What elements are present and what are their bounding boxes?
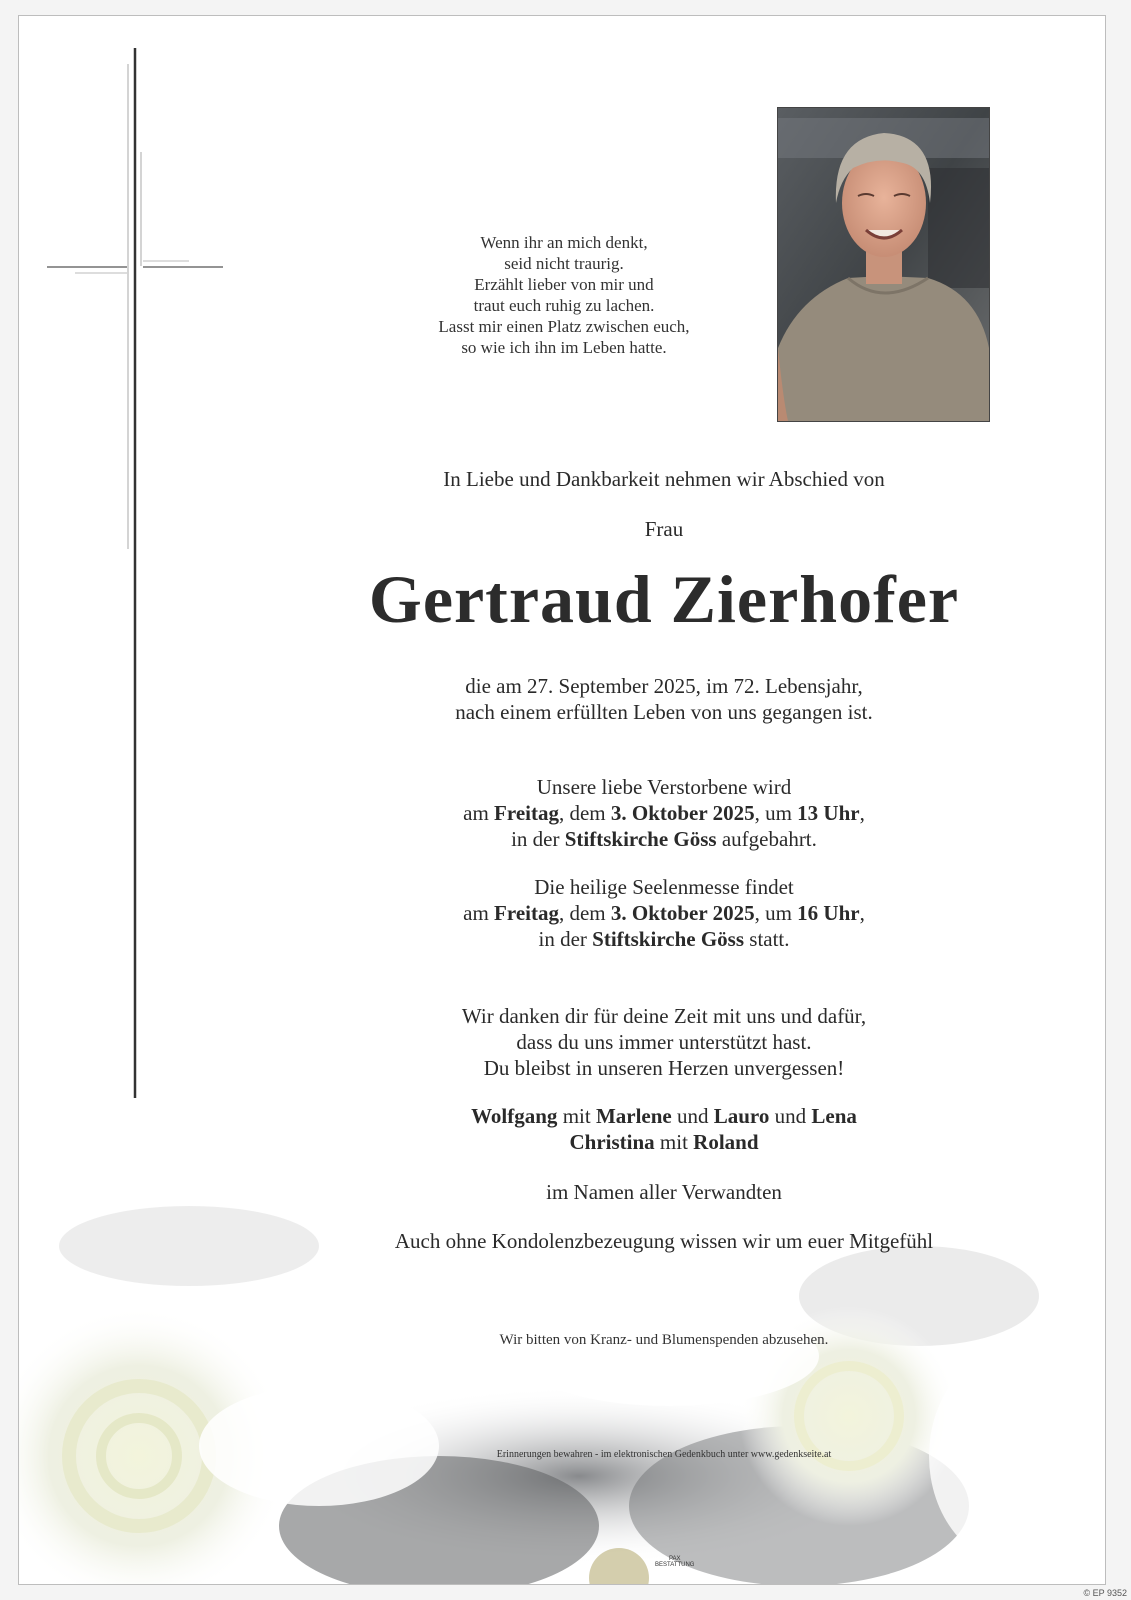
- mass-info: [299, 874, 1029, 952]
- intro-text: In Liebe und Dankbarkeit nehmen wir Abschied von: [443, 467, 885, 491]
- text: mit: [557, 1104, 596, 1128]
- mass-line: [299, 900, 1029, 926]
- text: mit: [654, 1130, 694, 1154]
- thanks-line: Du bleibst in unseren Herzen unvergessen!: [483, 1056, 845, 1080]
- flower-background: [19, 1206, 1105, 1584]
- logo-line: BESTATTUNG: [655, 1562, 695, 1568]
- text: und: [769, 1104, 812, 1128]
- mass-line: Die heilige Seelenmesse findet: [534, 875, 794, 899]
- poem-line: Wenn ihr an mich denkt,: [480, 233, 648, 252]
- mass-line: [299, 926, 1029, 952]
- pax-logo: [655, 1556, 694, 1568]
- mass-place: Stiftskirche Göss: [592, 927, 745, 951]
- family-name: Christina: [569, 1130, 655, 1154]
- family-name: Lena: [811, 1104, 857, 1128]
- viewing-info: [299, 774, 1029, 852]
- salutation: Frau: [644, 517, 684, 541]
- footer-note: Erinnerungen bewahren - im elektronischen Gedenkbuch unter www.gedenkseite.at: [496, 1449, 832, 1460]
- viewing-line: Unsere liebe Verstorbene wird: [536, 775, 792, 799]
- thanks-line: dass du uns immer unterstützt hast.: [516, 1030, 812, 1054]
- thanks-line: Wir danken dir für deine Zeit mit uns und dafür,: [461, 1004, 867, 1028]
- text: aufgebahrt.: [716, 827, 817, 851]
- viewing-time: 13 Uhr: [797, 801, 860, 825]
- text: und: [671, 1104, 714, 1128]
- mass-time: 16 Uhr: [797, 901, 860, 925]
- copyright: © EP 9352: [1083, 1588, 1127, 1598]
- flowers-note: Wir bitten von Kranz- und Blumenspenden abzusehen.: [499, 1332, 829, 1348]
- text: , um: [754, 801, 798, 825]
- poem-line: Erzählt lieber von mir und: [474, 275, 654, 294]
- text: ,: [859, 801, 865, 825]
- viewing-place: Stiftskirche Göss: [564, 827, 717, 851]
- text: am: [463, 901, 495, 925]
- poem-line: seid nicht traurig.: [504, 254, 624, 273]
- portrait-photo: [777, 107, 990, 422]
- family-names: [299, 1103, 1029, 1155]
- death-info: [299, 673, 1029, 725]
- family-name: Lauro: [713, 1104, 770, 1128]
- text: , dem: [558, 801, 611, 825]
- poem-line: so wie ich ihn im Leben hatte.: [461, 338, 667, 357]
- thanks-text: [299, 1003, 1029, 1081]
- text: statt.: [744, 927, 790, 951]
- deceased-name: Gertraud Zierhofer: [368, 561, 960, 637]
- poem-line: traut euch ruhig zu lachen.: [473, 296, 655, 315]
- poem-line: Lasst mir einen Platz zwischen euch,: [438, 317, 690, 336]
- family-name: Wolfgang: [471, 1104, 558, 1128]
- mass-date: 3. Oktober 2025: [610, 901, 755, 925]
- text: , um: [754, 901, 798, 925]
- condolence-note: Auch ohne Kondolenzbezeugung wissen wir um euer Mitgefühl: [394, 1229, 934, 1253]
- relatives-text: im Namen aller Verwandten: [546, 1180, 782, 1204]
- family-name: Roland: [693, 1130, 759, 1154]
- logo-line: PAX: [668, 1556, 681, 1562]
- viewing-date: 3. Oktober 2025: [610, 801, 755, 825]
- family-line: [299, 1103, 1029, 1129]
- viewing-day: Freitag: [494, 801, 559, 825]
- viewing-line: [299, 826, 1029, 852]
- poem: [399, 232, 729, 358]
- obituary-sheet: [18, 15, 1106, 1585]
- text: in der: [538, 927, 593, 951]
- cross-icon: [19, 16, 259, 1116]
- viewing-line: [299, 800, 1029, 826]
- text: ,: [859, 901, 865, 925]
- death-line: nach einem erfüllten Leben von uns gegangen ist.: [455, 700, 873, 724]
- family-name: Marlene: [595, 1104, 672, 1128]
- death-line: die am 27. September 2025, im 72. Lebensjahr,: [465, 674, 863, 698]
- text: am: [463, 801, 495, 825]
- text: , dem: [558, 901, 611, 925]
- mass-day: Freitag: [494, 901, 559, 925]
- text: in der: [511, 827, 565, 851]
- family-line: [299, 1129, 1029, 1155]
